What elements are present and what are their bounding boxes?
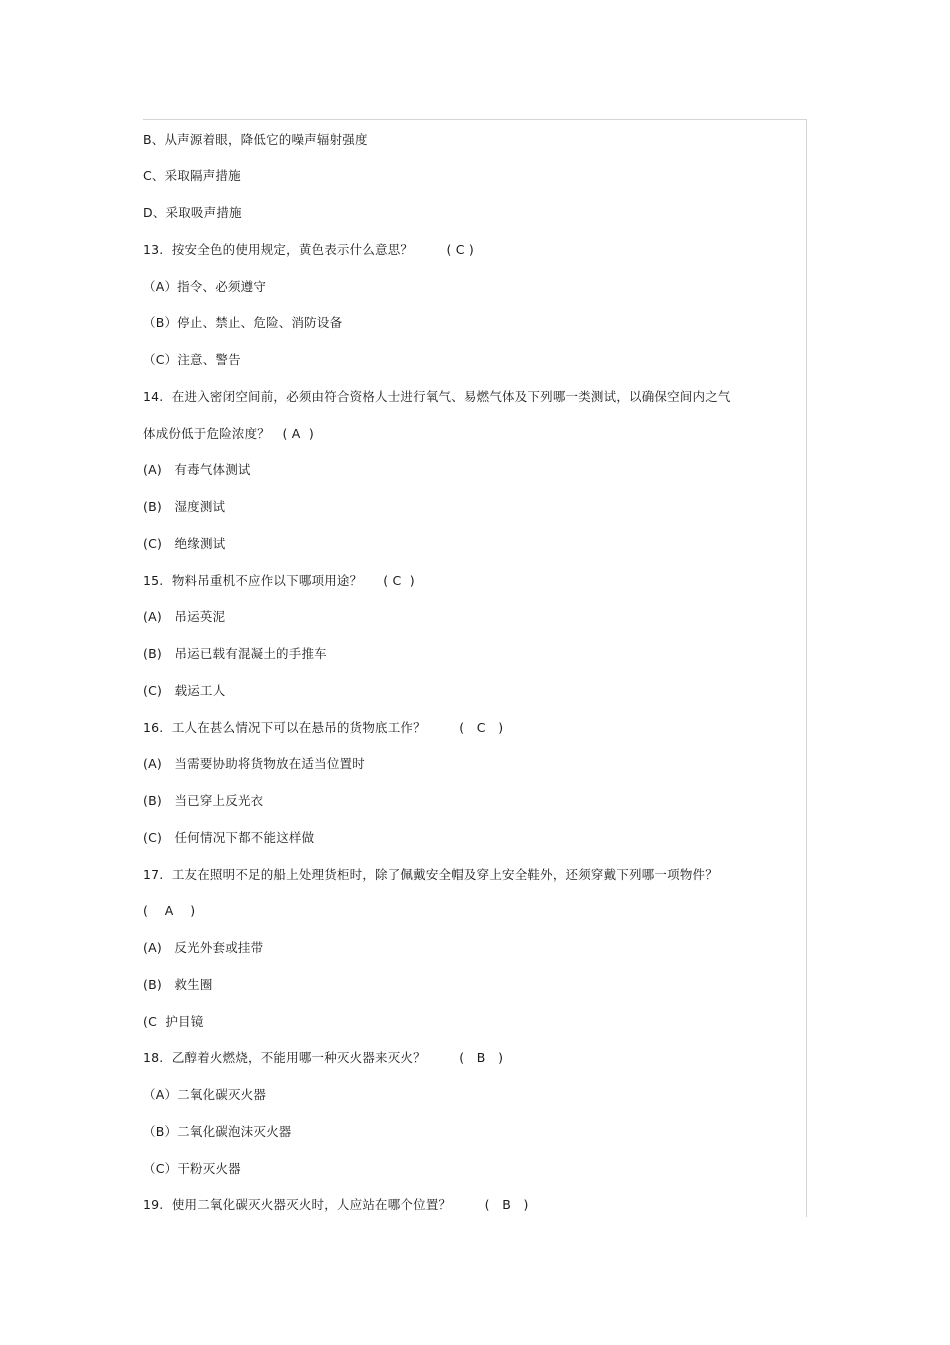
question-17-answer: ( A ) (143, 903, 196, 918)
q14-option-c: (C) 绝缘测试 (143, 536, 226, 551)
q13-option-a: （A）指令、必须遵守 (143, 279, 267, 294)
q17-option-c: (C 护目镜 (143, 1014, 204, 1029)
q18-option-b: （B）二氧化碳泡沫灭火器 (143, 1124, 292, 1139)
question-14: 14. 在进入密闭空间前，必须由符合资格人士进行氧气、易燃气体及下列哪一类测试，以确保空间内之气 (143, 389, 731, 404)
question-13: 13. 按安全色的使用规定，黄色表示什么意思？ ( C ) (143, 242, 474, 257)
question-16: 16. 工人在甚么情况下可以在悬吊的货物底工作？ ( C ) (143, 720, 504, 735)
q16-option-b: (B) 当已穿上反光衣 (143, 793, 264, 808)
question-19: 19. 使用二氧化碳灭火器灭火时，人应站在哪个位置？ ( B ) (143, 1197, 529, 1212)
question-15: 15. 物料吊重机不应作以下哪项用途？ ( C ) (143, 573, 415, 588)
question-14-continued: 体成份低于危险浓度？ ( A ) (143, 426, 314, 441)
option-d-sound-absorption: D、采取吸声措施 (143, 205, 242, 220)
question-17: 17. 工友在照明不足的船上处理货柜时，除了佩戴安全帽及穿上安全鞋外，还须穿戴下列哪一项物件？ (143, 867, 718, 882)
q17-option-b: (B) 救生圈 (143, 977, 213, 992)
q13-option-c: （C）注意、警告 (143, 352, 241, 367)
option-c-sound-insulation: C、采取隔声措施 (143, 168, 241, 183)
q18-option-c: （C）干粉灭火器 (143, 1161, 241, 1176)
q16-option-c: (C) 任何情况下都不能这样做 (143, 830, 315, 845)
q18-option-a: （A）二氧化碳灭火器 (143, 1087, 267, 1102)
page-border-top (143, 119, 807, 120)
q17-option-a: (A) 反光外套或挂带 (143, 940, 264, 955)
option-b-noise-source: B、从声源着眼，降低它的噪声辐射强度 (143, 132, 368, 147)
q14-option-a: (A) 有毒气体测试 (143, 462, 251, 477)
page-border-right (806, 119, 807, 1217)
question-18: 18. 乙醇着火燃烧，不能用哪一种灭火器来灭火？ ( B ) (143, 1050, 504, 1065)
q15-option-b: (B) 吊运已载有混凝土的手推车 (143, 646, 327, 661)
q15-option-a: (A) 吊运英泥 (143, 609, 226, 624)
q15-option-c: (C) 载运工人 (143, 683, 226, 698)
q16-option-a: (A) 当需要协助将货物放在适当位置时 (143, 756, 365, 771)
q13-option-b: （B）停止、禁止、危险、消防设备 (143, 315, 343, 330)
q14-option-b: (B) 湿度测试 (143, 499, 226, 514)
